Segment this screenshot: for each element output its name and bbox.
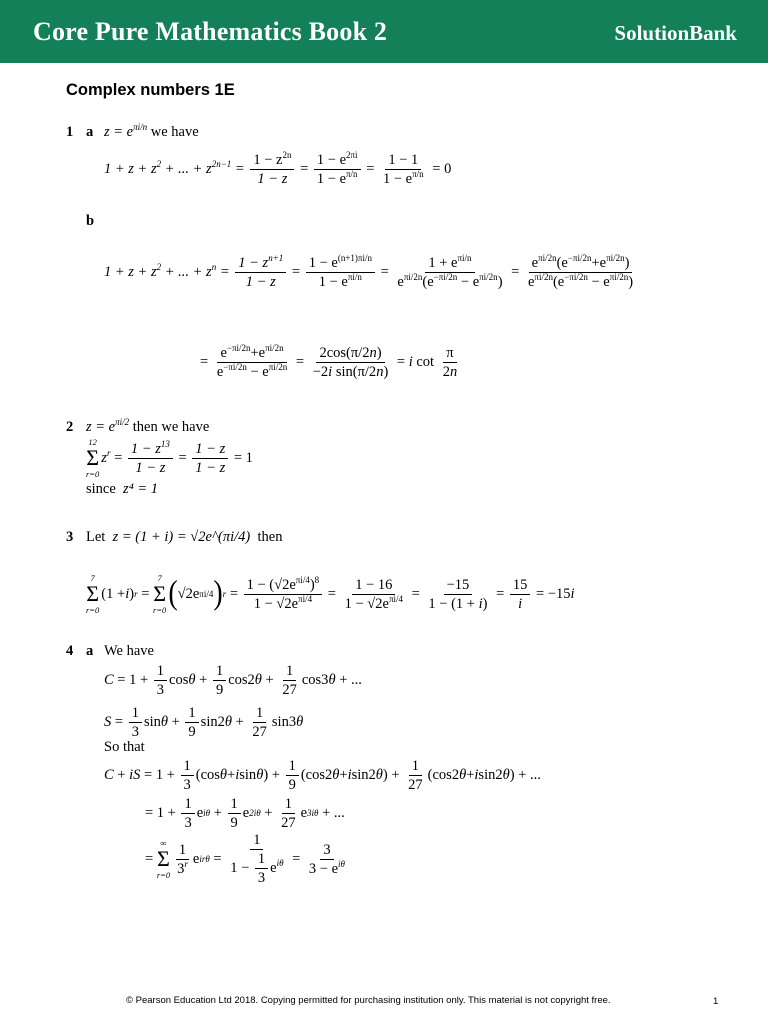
q3-intro-eq: z = (1 + i) = √2e^(πi/4) <box>112 529 251 545</box>
q2-equation: 12 Σ r=0 $z^r$ = $\frac{1 - z^{13}}{1 - z}$ = $\frac{1 - z}{1 - z}$ = 1 <box>86 437 253 479</box>
q2-since <box>86 481 158 498</box>
q1-part-b: b <box>86 213 95 229</box>
section-title: Complex numbers 1E <box>66 81 235 99</box>
q1a-intro-exp: πi/n <box>133 122 148 133</box>
q4-cis-equation-3: = ∞ Σ r=0 $\frac{1}{3^r}$ e irθ = 1 1 − $\frac{1}{3}$ $e^{i\theta}$ = $\frac{3}{3 - e^{i\theta}}$ <box>145 832 345 886</box>
q4-cis-equation-2: = 1 + $\frac{1}{3}$ e iθ + $\frac{1}{9}$ e 2iθ + $\frac{1}{27}$ e 3iθ + ... <box>145 795 345 831</box>
q1a-intro-suffix: we have <box>150 124 199 140</box>
copyright-footer: © Pearson Education Ltd 2018. Copying permitted for purchasing institution only. This material is not copyright free. <box>126 995 611 1006</box>
q1a-equation: $1 + z + z^2$ + ... + $z^{2n-1}$ = $\frac{1 - z^{2n}}{1 - z}$ = $\frac{1 - e^{2\pi i}}{1 - e^{\pi/n}}$ = $\frac{1 - 1}{1 - e^{\pi/n}}$ = 0 <box>104 149 452 187</box>
header-banner <box>0 0 768 63</box>
q2-number: 2 <box>66 419 74 435</box>
q1-part-a: a <box>86 124 94 140</box>
q1a-intro <box>104 124 199 141</box>
q3-intro-prefix: Let <box>86 529 106 545</box>
q2-intro-suffix: then we have <box>132 419 210 435</box>
q4-so-that: So that <box>104 739 145 755</box>
q2-intro-prefix: z = e <box>86 419 116 435</box>
q4-part-a: a <box>86 643 94 659</box>
q3-intro-suffix: then <box>257 529 283 545</box>
q4-we-have: We have <box>104 643 154 659</box>
page-number: 1 <box>713 996 719 1007</box>
q4-cis-equation-1: C + iS = 1 + $\frac{1}{3}$ (cos θ + i sin θ ) + $\frac{1}{9}$ (cos2 θ + i sin2 θ ) + $\frac{1}{27}$ (cos2 θ + i sin2 θ ) + ... <box>104 757 541 793</box>
q2-intro <box>86 419 209 436</box>
q4-number: 4 <box>66 643 74 659</box>
q1b-equation-2: = $\frac{e^{-\pi i/2n}+e^{\pi i/2n}}{e^{-\pi i/2n} - e^{\pi i/2n}}$ = $\frac{2\cos(\pi/2n)}{\text{−2i sin(π/2n)}}$ = i cot $\frac{\pi}{2n}$ <box>200 342 458 380</box>
q3-equation: 7 Σ r=0 (1 + i ) r = 7 Σ r=0 ( √2e πi/4 ) r = $\frac{1 - (√2e^{\pi i/4})^8}{1 - √2e^{\pi i/4}}$ = $\frac{1 - 16}{1 - √2e^{\pi i/4}}$ = $\frac{-15}{1 - (1 + i)}$ = $\frac{15}{i}$ = −15 i <box>86 573 575 615</box>
q1a-intro-prefix: z = e <box>104 124 134 140</box>
q3-intro <box>86 529 282 546</box>
q4-c-equation: C = 1 + $\frac{1}{3}$ cos θ + $\frac{1}{9}$ cos2 θ + $\frac{1}{27}$ cos3 θ + ... <box>104 662 362 698</box>
q1b-equation-1: $1 + z + z^2$ + ... + $z^n$ = $\frac{1 - z^{n+1}}{1 - z}$ = $\frac{1 - e^{(n+1)\pi i/n}}{1 - e^{\pi i/n}}$ = $\frac{1 + e^{\pi i/n}}{e^{\pi i/2n}(e^{-\pi i/2n} - e^{\pi i/2n})}$ = $\frac{e^{\pi i/2n}(e^{-\pi i/2n}+e^{\pi i/2n})}{e^{\pi i/2n}(e^{-\pi i/2n} - e^{\pi i/2n})}$ <box>104 252 634 290</box>
q1-number: 1 <box>66 124 74 140</box>
q3-number: 3 <box>66 529 74 545</box>
solutionbank-brand: SolutionBank <box>614 21 737 45</box>
q2-since-eq: z⁴ = 1 <box>123 481 159 497</box>
q2-since-word: since <box>86 481 116 497</box>
q4-s-equation: S = $\frac{1}{3}$ sin θ + $\frac{1}{9}$ sin2 θ + $\frac{1}{27}$ sin3 θ <box>104 704 304 740</box>
q2-intro-exp: πi/2 <box>115 417 130 428</box>
book-title: Core Pure Mathematics Book 2 <box>33 17 388 46</box>
